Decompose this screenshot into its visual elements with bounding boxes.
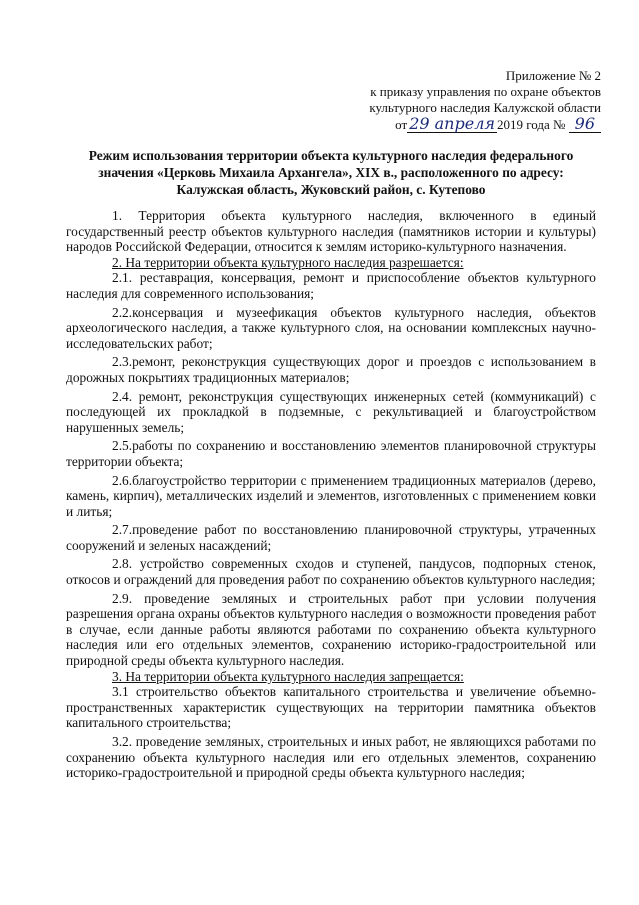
section-3-heading: 3. На территории объекта культурного наследия запрещается:	[112, 668, 464, 684]
paragraph-2-3: 2.3.ремонт, реконструкция существующих дорог и проездов с использованием в дорожных покрытиях традиционных материалов;	[66, 354, 596, 385]
appendix-number: Приложение № 2	[505, 68, 601, 83]
paragraph-1: 1. Территория объекта культурного наследия, включенного в единый государственный реестр объектов культурного наследия (памятников истории и культуры) народов Российской Федерации, относится к землям историко-культурного назначения.	[66, 208, 596, 255]
authority-name: культурного наследия Калужской области	[369, 100, 601, 115]
paragraph-3-1: 3.1 строительство объектов капитального строительства и увеличение объемно-пространственных характеристик существующих на территории памятника объектов капитального строительства;	[66, 684, 596, 731]
paragraph-2-7: 2.7.проведение работ по восстановлению планировочной структуры, утраченных сооружений и зеленых насаждений;	[66, 522, 596, 553]
appendix-header	[341, 68, 601, 133]
document-body	[66, 208, 596, 781]
paragraph-2-1: 2.1. реставрация, консервация, ремонт и приспособление объектов культурного наследия для современного использования;	[66, 270, 596, 301]
handwritten-order-number: 96	[569, 116, 601, 133]
document-title: Режим использования территории объекта культурного наследия федерального значения «Церковь Михаила Архангела», XIX в., расположенного по адресу: Калужская область, Жуковский район, с. Кутепово	[88, 148, 574, 197]
section-2-heading: 2. На территории объекта культурного наследия разрешается:	[112, 254, 464, 270]
paragraph-2-4: 2.4. ремонт, реконструкция существующих инженерных сетей (коммуникаций) с последующей их прокладкой в подземные, с рекультивацией и благоустройством нарушенных земель;	[66, 388, 596, 435]
date-prefix: от	[395, 117, 408, 132]
paragraph-2-8: 2.8. устройство современных сходов и ступеней, пандусов, подпорных стенок, откосов и ограждений для проведения работ по сохранению объектов культурного наследия;	[66, 556, 596, 588]
paragraph-2-5: 2.5.работы по сохранению и восстановлению элементов планировочной структуры территории объекта;	[66, 438, 596, 469]
order-reference: к приказу управления по охране объектов	[370, 84, 601, 99]
handwritten-date: 29 апреля	[409, 114, 495, 133]
year-text: 2019 года №	[496, 117, 566, 132]
paragraph-2-2: 2.2.консервация и музеефикация объектов культурного наследия, объектов археологического наследия, а также культурного слоя, на основании комплексных научно-исследовательских работ;	[66, 304, 596, 351]
order-date-line	[341, 116, 601, 133]
paragraph-3-2: 3.2. проведение земляных, строительных и иных работ, не являющихся работами по сохранению объекта культурного наследия или его отдельных элементов, сохранению историко-градостроительной и природной среды объекта культурного наследия;	[66, 734, 596, 781]
paragraph-2-6: 2.6.благоустройство территории с применением традиционных материалов (дерево, камень, кирпич), металлических изделий и элементов, изготовленных с применением ковки и литья;	[66, 472, 596, 519]
paragraph-2-9: 2.9. проведение земляных и строительных работ при условии получения разрешения органа охраны объектов культурного наследия о возможности проведения работ в случае, если данные работы являются работами по сохранению объекта культурного наследия или его отдельных элементов, сохранению историко-градостроительной или природной среды объекта культурного наследия.	[66, 590, 596, 669]
